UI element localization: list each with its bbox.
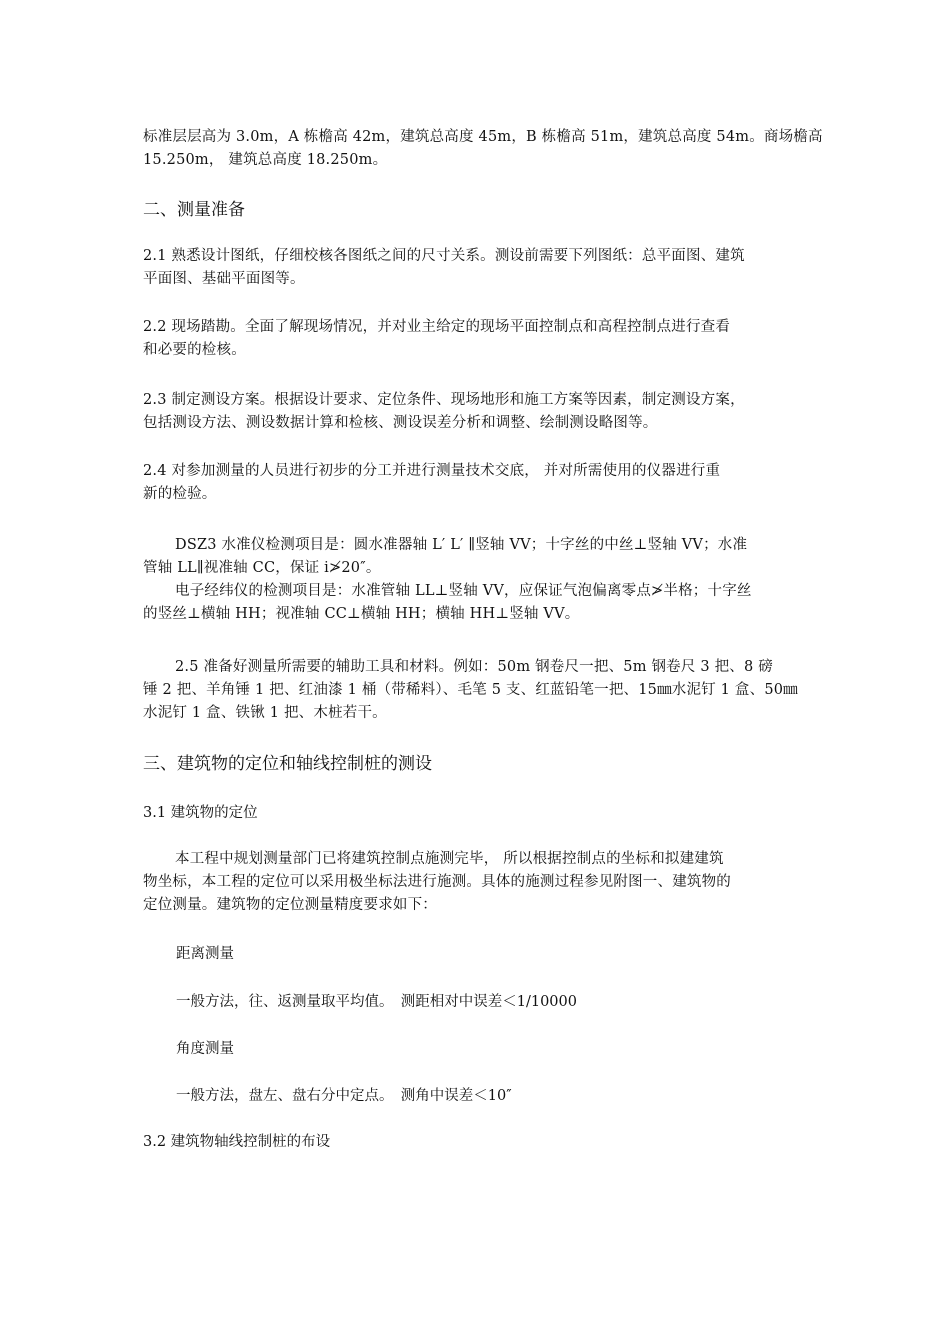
paragraph-3-1 [143, 848, 808, 917]
angle-measurement-title: 角度测量 [176, 1041, 234, 1057]
text-line: 2.3 制定测设方案。根据设计要求、定位条件、现场地形和施工方案等因素，制定测设方案， [143, 392, 745, 408]
subsection-3-1-title: 3.1 建筑物的定位 [143, 805, 258, 821]
intro-paragraph [143, 126, 823, 172]
text-line: 15.250m， 建筑总高度 18.250m。 [143, 152, 388, 168]
text-line: 新的检验。 [143, 486, 217, 502]
text-line: 标准层层高为 3.0m，A 栋檐高 42m，建筑总高度 45m，B 栋檐高 51m，建筑总高度 54m。商场檐高 [143, 129, 823, 145]
text-line: 定位测量。建筑物的定位测量精度要求如下： [143, 897, 437, 913]
text-line: 和必要的检核。 [143, 342, 246, 358]
paragraph-2-5 [143, 656, 808, 725]
text-line: 2.4 对参加测量的人员进行初步的分工并进行测量技术交底， 并对所需使用的仪器进行重 [143, 463, 721, 479]
section-2-heading: 二、测量准备 [143, 200, 245, 220]
paragraph-2-1 [143, 245, 808, 291]
distance-measurement-title: 距离测量 [176, 946, 234, 962]
paragraph-2-4 [143, 460, 808, 506]
text-line: 包括测设方法、测设数据计算和检核、测设误差分析和调整、绘制测设略图等。 [143, 415, 658, 431]
text-line: 锤 2 把、羊角锤 1 把、红油漆 1 桶（带稀料）、毛笔 5 支、红蓝铅笔一把、15㎜水泥钉 1 盒、50㎜ [143, 682, 798, 698]
text-line: 2.2 现场踏勘。全面了解现场情况，并对业主给定的现场平面控制点和高程控制点进行查看 [143, 319, 731, 335]
text-line: 平面图、基础平面图等。 [143, 271, 305, 287]
text-line: 的竖丝⊥横轴 HH；视准轴 CC⊥横轴 HH；横轴 HH⊥竖轴 VV。 [143, 606, 580, 622]
text-line: 2.5 准备好测量所需要的辅助工具和材料。例如：50m 钢卷尺一把、5m 钢卷尺 3 把、8 磅 [175, 659, 773, 675]
section-3-heading: 三、建筑物的定位和轴线控制桩的测设 [143, 754, 432, 774]
text-line: 管轴 LL∥视准轴 CC，保证 i≯20″。 [143, 560, 381, 576]
text-line: 2.1 熟悉设计图纸，仔细校核各图纸之间的尺寸关系。测设前需要下列图纸：总平面图、建筑 [143, 248, 745, 264]
subsection-3-2-title: 3.2 建筑物轴线控制桩的布设 [143, 1134, 331, 1150]
text-line: 本工程中规划测量部门已将建筑控制点施测完毕， 所以根据控制点的坐标和拟建建筑 [175, 851, 724, 867]
paragraph-2-2 [143, 316, 808, 362]
instrument-check-paragraph [143, 534, 808, 626]
text-line: 电子经纬仪的检测项目是：水准管轴 LL⊥竖轴 VV，应保证气泡偏离零点≯半格；十字丝 [175, 583, 752, 599]
text-line: DSZ3 水准仪检测项目是：圆水准器轴 L′ L′ ∥竖轴 VV；十字丝的中丝⊥竖轴 VV；水准 [175, 537, 748, 553]
paragraph-2-3 [143, 389, 808, 435]
distance-measurement-body: 一般方法，往、返测量取平均值。 测距相对中误差＜1/10000 [176, 994, 577, 1010]
text-line: 水泥钉 1 盒、铁锹 1 把、木桩若干。 [143, 705, 387, 721]
angle-measurement-body: 一般方法，盘左、盘右分中定点。 测角中误差＜10″ [176, 1088, 512, 1104]
text-line: 物坐标，本工程的定位可以采用极坐标法进行施测。具体的施测过程参见附图一、建筑物的 [143, 874, 731, 890]
